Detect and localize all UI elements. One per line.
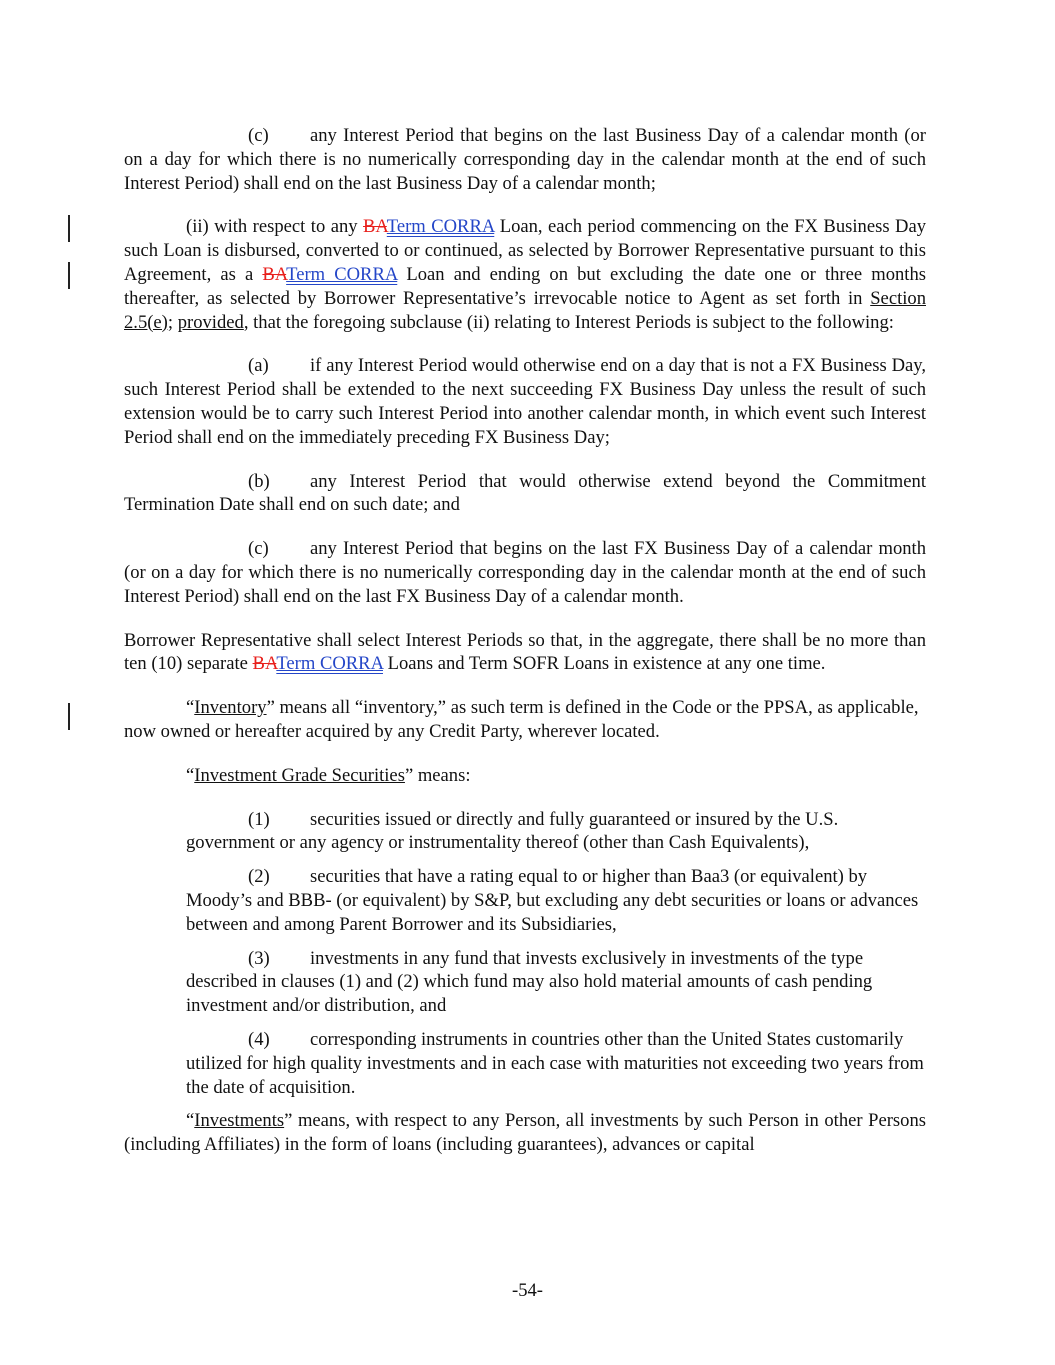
defined-term: Investment Grade Securities — [194, 764, 405, 786]
clause-a-fx-business-day — [124, 354, 926, 449]
defined-term: Investments — [194, 1110, 285, 1132]
item-number: (3) — [248, 947, 270, 969]
inserted-text: Term CORRA — [386, 216, 495, 238]
clause-text: if any Interest Period would otherwise end on a day that is not a FX Business Day, such Interest Period shall be extended to the next succeeding FX Business Day unless the result of such extension would be to carry such Interest Period into another calendar month, in which event such Interest Period shall end on the immediately preceding FX Business Day; — [124, 355, 926, 448]
section-reference: Section 2.5(e) — [124, 287, 926, 333]
definition-investment-grade-securities — [124, 764, 926, 788]
clause-ii-term-corra — [124, 215, 926, 334]
text-run: , that the foregoing subclause (ii) relating to Interest Periods is subject to the following: — [243, 311, 894, 333]
clause-c-business-day — [124, 124, 926, 195]
clause-b-commitment-termination — [124, 470, 926, 518]
clause-number: (b) — [248, 470, 270, 492]
quote-mark: “ — [186, 697, 195, 719]
defined-term: Inventory — [194, 697, 267, 719]
page-number: -54- — [512, 1280, 543, 1301]
definition-text: ” means: — [404, 764, 471, 786]
list-item — [186, 1028, 926, 1099]
clause-text: any Interest Period that begins on the last Business Day of a calendar month (or on a day for which there is no numerically corresponding day in the calendar month at the end of such Interest Period) shall end on the last Business Day of a calendar month; — [124, 125, 926, 194]
text-run: Loan and ending on but excluding the date one or three months thereafter, as selected by Borrower Representative’s irrevocable notice to Agent as set forth in — [124, 263, 926, 309]
definition-text: ” means, with respect to any Person, all investments by such Person in other Persons (including Affiliates) in the form of loans (including guarantees), advances or capital — [124, 1110, 926, 1156]
change-bar — [68, 215, 70, 242]
item-text: investments in any fund that invests exclusively in investments of the type described in clauses (1) and (2) which fund may also hold material amounts of cash pending investment and/or distribution, and — [186, 947, 873, 1017]
item-text: securities that have a rating equal to or higher than Baa3 (or equivalent) by Moody’s and BBB- (or equivalent) by S&P, but excluding any debt securities or loans or advances between and among Parent Borrower and its Subsidiaries, — [186, 866, 919, 935]
item-text: corresponding instruments in countries other than the United States customarily utilized for high quality investments and in each case with maturities not exceeding two years from the date of acquisition. — [186, 1028, 924, 1098]
definition-inventory — [124, 696, 926, 744]
text-run: Loans and Term SOFR Loans in existence at any one time. — [382, 653, 826, 675]
list-item — [186, 947, 926, 1018]
item-number: (2) — [248, 866, 270, 888]
definition-text: ” means all “inventory,” as such term is defined in the Code or the PPSA, as applicable, now owned or hereafter acquired by any Credit Party, wherever located. — [124, 697, 919, 742]
list-item — [186, 808, 926, 856]
interest-period-limit-paragraph — [124, 629, 926, 677]
deleted-text: BA — [262, 263, 287, 285]
inserted-text: Term CORRA — [276, 653, 383, 675]
clause-number: (c) — [248, 538, 269, 560]
clause-text: any Interest Period that would otherwise extend beyond the Commitment Termination Date shall end on such date; and — [124, 470, 926, 516]
change-bar — [68, 703, 70, 730]
item-number: (1) — [248, 808, 270, 830]
definition-investments — [124, 1109, 926, 1157]
item-text: securities issued or directly and fully guaranteed or insured by the U.S. government or any agency or instrumentality thereof (other than Cash Equivalents), — [186, 808, 839, 854]
clause-c-fx-business-day — [124, 537, 926, 608]
deleted-text: BA — [252, 653, 277, 675]
text-run: Loan, each period commencing on the FX Business Day such Loan is disbursed, converted to or continued, as selected by Borrower Representative pursuant to this Agreement, as a — [124, 216, 926, 285]
list-item — [186, 865, 926, 936]
text-run: (ii) with respect to any — [186, 216, 364, 238]
inserted-text: Term CORRA — [286, 263, 398, 285]
quote-mark: “ — [186, 764, 195, 786]
text-run: Borrower Representative shall select Interest Periods so that, in the aggregate, there shall be no more than ten (10) separate — [124, 629, 926, 675]
text-run: ; — [167, 311, 178, 333]
item-number: (4) — [248, 1028, 270, 1050]
quote-mark: “ — [186, 1110, 195, 1132]
document-page — [124, 124, 926, 1157]
provided-term: provided — [177, 311, 244, 333]
clause-number: (c) — [248, 125, 269, 146]
deleted-text: BA — [363, 216, 387, 238]
clause-text: any Interest Period that begins on the last FX Business Day of a calendar month (or on a day for which there is no numerically corresponding day in the calendar month at the end of such Interest Period) shall end on the last FX Business Day of a calendar month. — [124, 538, 926, 607]
change-bar — [68, 262, 70, 289]
clause-number: (a) — [248, 355, 269, 377]
